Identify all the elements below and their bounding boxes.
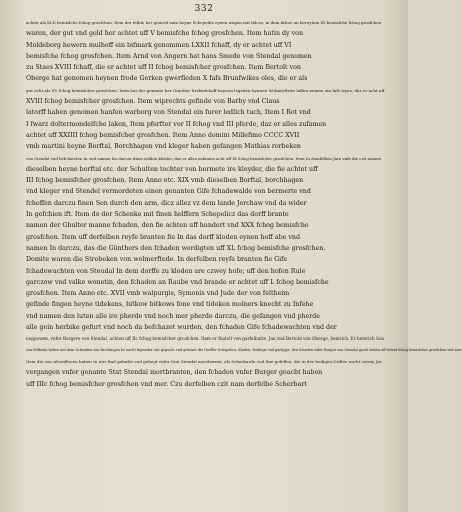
text-line: zu Staes XVIII fchaff, die er achtet uff II fchog bemisfcher grosfchen. Item Bertolt von <box>26 64 301 72</box>
page-number: 332 <box>194 4 214 14</box>
text-line: gut acht als XV fchog bemisfcher grosfchen. Item hat der genante her Gunther Erzbisfchoff heynen legeden hynnen Wolmerftede laffen nemen ein fafs wyns, daz er acht uff <box>26 87 385 93</box>
text-line: Moldeborg hewern mulhoff ein bifmark genommen LXXII fchaff, dy er achtet uff VI <box>26 41 292 49</box>
text-line: grosfchen. Item uff derfelben reyfe branten fie In das dorff kloden eynen hoff abe vnd <box>26 233 301 241</box>
text-line: vmb martini heyne Borftal, Borchhagen vnd kleger haben gefangen Mathias rorbeken <box>26 143 301 151</box>
text-line: vergangen vnfer genante Stat Stendal mortbranten, den fchaden vnfer Burger geacht haben <box>26 369 323 377</box>
text-line: von feltheim haben mit dem Schenken von flechtingen bo nacht fupender czit gepucht vnd gebrant die Dorffer Schepelicz, Kloden, Rodinge vnd gaclippe, den fchaden vnfer Burger von Stendal gacht haben uff tufent fchog bemisfcher grosfchen vnd mer. <box>26 347 462 352</box>
text-line: garczow vnd valke wonetin, den fchaden an Raube vnd brande er achtet uff L fchog bemisfche <box>26 278 329 286</box>
text-line: namen In darczu, das die Günthers den fchaden werdigten uff XL fchog bemisfche grosfchen. <box>26 244 326 252</box>
text-line: latorff haben genomen hanfen warborg von Stendal ein furer ledlich tuch, Item I Rot vnd <box>26 109 311 117</box>
text-line: bemisfche fchog grosfchen. Item Arnd von Angern hat hans Smede von Stendal genomen <box>26 52 312 60</box>
text-line: III fchog bemisfcher grosfchen. Item Anno etc. XIX vmb dieselben Borftal, borchhagen <box>26 177 304 185</box>
text-line: gefinde fingen heyne tidekens, bitkow bitkows fone vnd tideken molners knecht zu Infehe <box>26 301 314 309</box>
text-line: fchoffen darczu finen Son durch den arm, dicz allez vz dem lande Jerchaw vnd da wider <box>26 199 307 207</box>
text-line: waren, der gut vnd geld her achtet uff V bemisfche fchog grosfchen. Item hatin dy von <box>26 30 304 38</box>
text-line: namen der Gbulter manne fchaden, den fie achten uff hundert vnd XXX fchog bemisfche <box>26 222 309 230</box>
text-line: Item die von Alvenfleuen haben In irer ftad gehufet vnd gehegt vnfer Stat Stendal mortberner, als Scherbarde vnd fine gefellen, die in des heiligen Criftes nacht czwey Jar <box>26 358 382 364</box>
text-line: noppowen, vnfer Burgere von Stendal, achten uff IIc fchog bemisfcher grosfchen. Item er Rudolf von garfelbutte, Jan vnd Bertold von Oberge, heinrich, Er heinrich Son <box>26 336 385 342</box>
body-text <box>26 17 462 390</box>
text-line: fchadewachten von Steudal In dem dorffe zu kloden are czwey hofe; uff den hofen Rule <box>26 267 306 275</box>
text-line: dieselben heyne borftal etc. der Schulten tochter von bermete ire kleyder, die fie achtet uff <box>26 165 318 173</box>
text-line: von Stendal vnd befchatzten In vnd namen Im darczu finen wilden kleider, daz er alles zufamen acht uff IX fchog bemisfcher grosfchen. Item In demfelben Jare vmb die czit namen <box>26 155 381 161</box>
text-line: grosfchen. Item Anno etc. XVII vmb walpurgis, Symonis vnd Jude der von feltheim <box>26 290 290 298</box>
text-line: uff IIIc fchog bemisfcher grosfchen vnd mer. Czu derfelben czit nam derfelbe Scherbart <box>26 380 307 388</box>
text-line: Domite waren die Strobeken von wolmerftede. In derfelben reyfe branten fie Gife <box>26 256 288 264</box>
text-line: vnd namen den luten alle ire pherde vnd noch mer pherde darczu, die gefangen vnd pherde <box>26 312 321 320</box>
text-line: achtet uff XXIIII fchog bemisfcher grosfchen. Item Anno domini Millefimo CCCC XVII <box>26 131 300 139</box>
text-line: XVIII fchog bemisfcher grosfchen. Item wiprechts gefinde von Barby vnd Claus <box>26 98 280 106</box>
text-line: In gefchien ift. Item do der Schenke mit finen helffern Schepelicz das dorff brante <box>26 211 289 219</box>
text-line: vnd kleger vnd Stendel vermordeten einen genanten Gife fchadewalde von bermerte vnd <box>26 188 311 196</box>
text-line: achtet als XLII bemisfche fchog grosfchen. Item der felbie her geuerd nam heyne Schepelitz eynen wagen mit falcze, in dem falcze an bereytem III bemisfche fchog grosfchen <box>26 20 382 25</box>
text-line: I fwarz doltermondelfche laken, Item pferfter vor II fchog vnd III pferde, daz er alles zufamen <box>26 120 327 128</box>
text-line: alle gein herbike gefurt vnd noch da befchazet wurden, den fchaden Gife fchadewachten vnd der <box>26 324 337 332</box>
text-line: Oberge hat genomen heynen frode Gerken gwerfleden X fafs Brunfwikes oles, die er als <box>26 75 308 83</box>
